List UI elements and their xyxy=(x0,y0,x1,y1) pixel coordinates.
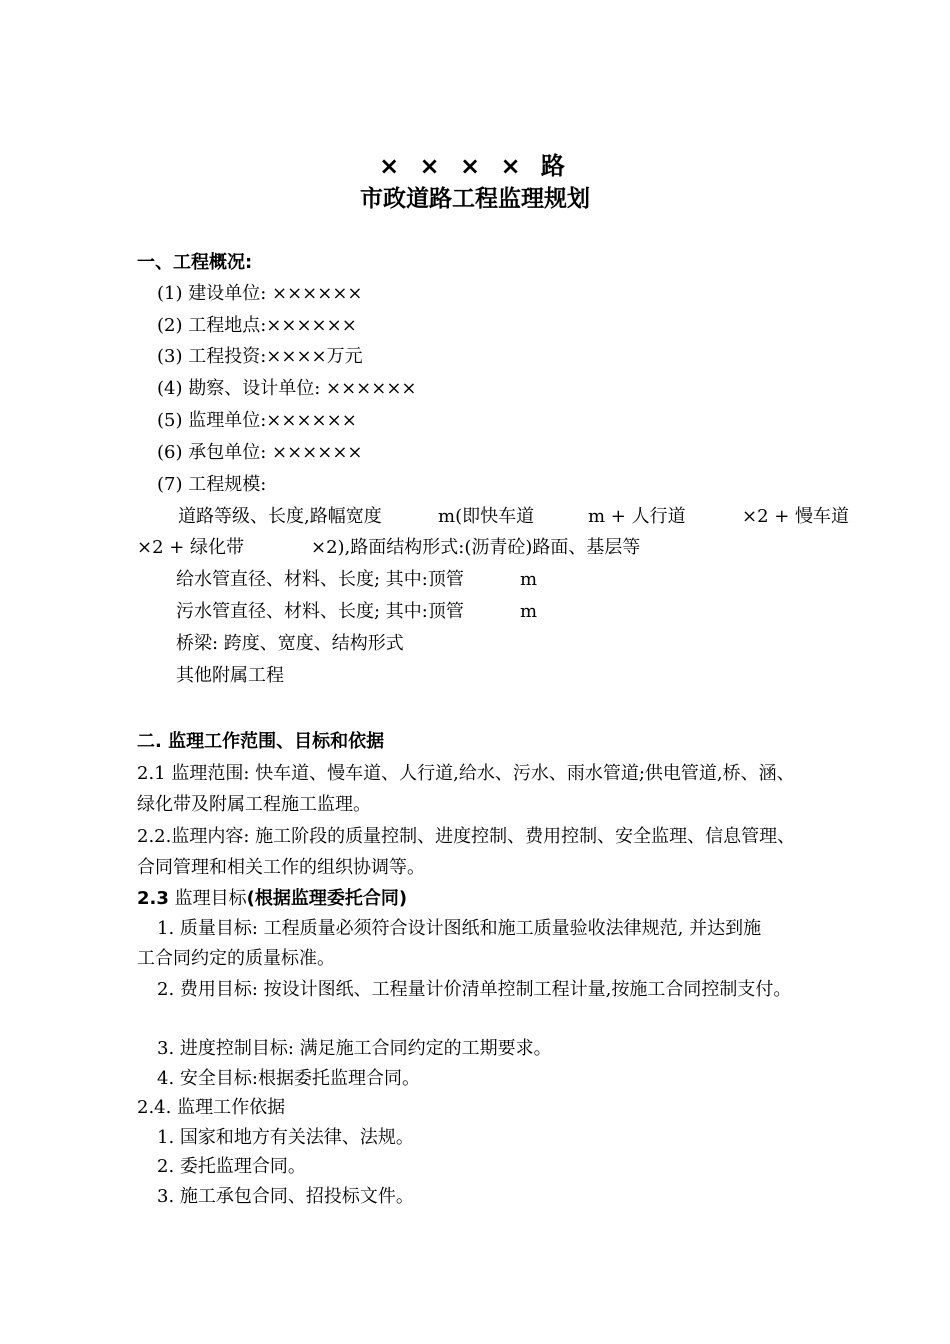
scale-road-text: m + 人行道 xyxy=(588,506,686,527)
paragraph-line: 合同管理和相关工作的组织协调等。 xyxy=(137,857,425,878)
list-item: 1. 质量目标: 工程质量必须符合设计图纸和施工质量验收法律规范, 并达到施 xyxy=(157,918,762,939)
scale-road-text: 道路等级、长度,路幅宽度 xyxy=(178,506,382,527)
list-item: (4) 勘察、设计单位: ×××××× xyxy=(157,378,417,399)
list-item: (1) 建设单位: ×××××× xyxy=(157,283,363,304)
subsection-heading: 2.4. 监理工作依据 xyxy=(137,1097,286,1118)
scale-road-text: ×2 + 绿化带 xyxy=(137,537,245,558)
paragraph-line: 绿化带及附属工程施工监理。 xyxy=(137,794,371,815)
list-item: (5) 监理单位:×××××× xyxy=(157,410,357,431)
paragraph-line: 2.2.监理内容: 施工阶段的质量控制、进度控制、费用控制、安全监理、信息管理、 xyxy=(137,826,796,847)
list-item: 2. 委托监理合同。 xyxy=(157,1156,306,1177)
scale-water-unit: m xyxy=(520,569,538,590)
list-item: 2. 费用目标: 按设计图纸、工程量计价清单控制工程计量,按施工合同控制支付。 xyxy=(157,979,792,1000)
section1-heading: 一、工程概况: xyxy=(137,252,253,273)
section2-heading: 二. 监理工作范围、目标和依据 xyxy=(137,731,385,752)
goals-number: 2.3 xyxy=(137,888,169,909)
doc-title-main: 市政道路工程监理规划 xyxy=(360,186,590,212)
list-item: 3. 施工承包合同、招投标文件。 xyxy=(157,1186,414,1207)
scale-road-text: ×2),路面结构形式:(沥青砼)路面、基层等 xyxy=(311,537,641,558)
list-item: 3. 进度控制目标: 满足施工合同约定的工期要求。 xyxy=(157,1038,552,1059)
scale-road-text: m(即快车道 xyxy=(438,506,535,527)
scale-other: 其他附属工程 xyxy=(176,665,284,686)
goals-label: 监理目标 xyxy=(174,888,247,909)
scale-sewer-pipe: 污水管直径、材料、长度; 其中:顶管 xyxy=(176,601,464,622)
goals-note: (根据监理委托合同) xyxy=(246,888,408,909)
list-item: 4. 安全目标:根据委托监理合同。 xyxy=(157,1068,420,1089)
scale-water-pipe: 给水管直径、材料、长度; 其中:顶管 xyxy=(176,569,464,590)
list-item: (2) 工程地点:×××××× xyxy=(157,315,357,336)
scale-road-text: ×2 + 慢车道 xyxy=(742,506,850,527)
paragraph-line: 2.1 监理范围: 快车道、慢车道、人行道,给水、污水、雨水管道;供电管道,桥、涵、 xyxy=(137,763,795,784)
scale-bridge: 桥梁: 跨度、宽度、结构形式 xyxy=(176,633,404,654)
list-item: (6) 承包单位: ×××××× xyxy=(157,442,363,463)
list-item: 1. 国家和地方有关法律、法规。 xyxy=(157,1127,414,1148)
doc-title-road: × × × × 路 xyxy=(379,152,571,180)
list-item: (3) 工程投资:××××万元 xyxy=(157,346,363,367)
list-item: (7) 工程规模: xyxy=(157,474,267,495)
scale-sewer-unit: m xyxy=(520,601,538,622)
list-item: 工合同约定的质量标准。 xyxy=(137,948,335,969)
goals-heading xyxy=(137,886,407,912)
